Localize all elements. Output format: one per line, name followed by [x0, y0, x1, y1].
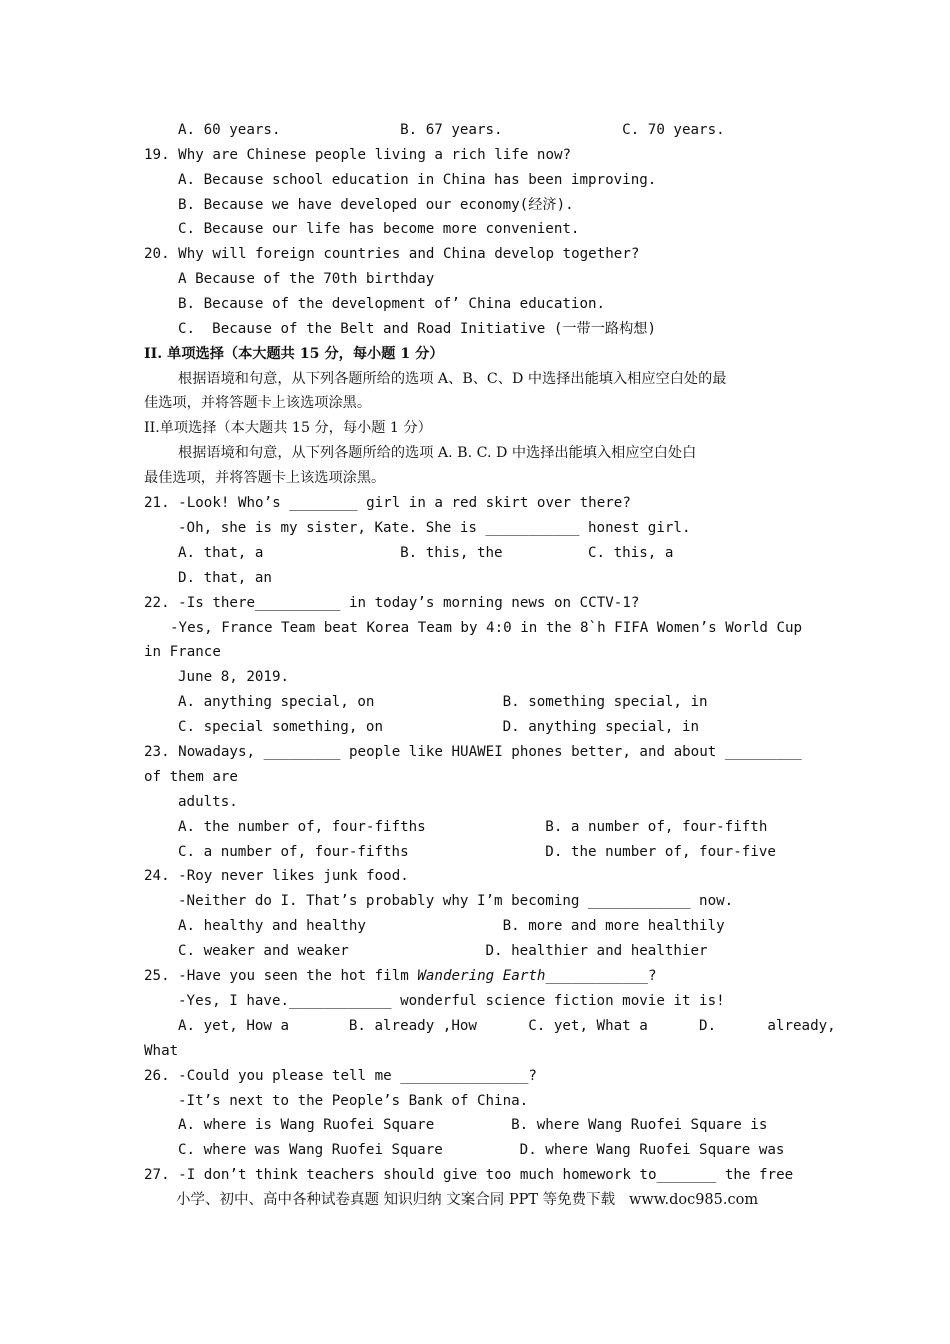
q25-prefix: 25. -Have you seen the hot film: [144, 968, 418, 984]
q25-suffix: ____________?: [545, 968, 657, 984]
q26-response: -It’s next to the People’s Bank of China.: [178, 1093, 529, 1109]
question-23: 23. Nowadays, _________ people like HUAWEI phones better, and about _________: [144, 744, 802, 760]
section-2-instruction-line-2: 佳选项，并将答题卡上该选项涂黑。: [144, 395, 372, 411]
section-2-instruction-repeat-line-1: 根据语境和句意，从下列各题所给的选项 A. B. C. D 中选择出能填入相应空白处白: [178, 445, 697, 461]
question-21: 21. -Look! Who’s ________ girl in a red skirt over there?: [144, 495, 631, 511]
q22-response-line-3: June 8, 2019.: [178, 669, 290, 685]
section-2-instruction-repeat-line-2: 最佳选项，并将答题卡上该选项涂黑。: [144, 470, 386, 486]
q25-film-title: Wandering Earth: [417, 968, 546, 984]
q19-option-a: A. Because school education in China has been improving.: [178, 172, 657, 188]
q19-option-c: C. Because our life has become more convenient.: [178, 221, 580, 237]
question-24: 24. -Roy never likes junk food.: [144, 868, 409, 884]
q24-options-cd: C. weaker and weaker D. healthier and healthier: [178, 943, 708, 959]
q22-options-cd: C. special something, on D. anything special, in: [178, 719, 700, 735]
q23-options-cd: C. a number of, four-fifths D. the number of, four-five: [178, 844, 776, 860]
q24-response: -Neither do I. That’s probably why I’m becoming ____________ now.: [178, 893, 734, 909]
question-27: 27. -I don’t think teachers should give too much homework to_______ the free: [144, 1167, 794, 1183]
question-22: 22. -Is there__________ in today’s morning news on CCTV-1?: [144, 595, 640, 611]
q26-options-ab: A. where is Wang Ruofei Square B. where Wang Ruofei Square is: [178, 1117, 768, 1133]
q21-options: A. that, a B. this, the C. this, a: [178, 545, 674, 561]
q25-options-wrap: What: [144, 1043, 179, 1059]
question-23-line-3: adults.: [178, 794, 238, 810]
q20-option-b: B. Because of the development of’ China education.: [178, 296, 606, 312]
q26-options-cd: C. where was Wang Ruofei Square D. where Wang Ruofei Square was: [178, 1142, 785, 1158]
q22-response-line-1: -Yes, France Team beat Korea Team by 4:0 in the 8`h FIFA Women’s World Cup: [170, 620, 803, 636]
q24-options-ab: A. healthy and healthy B. more and more healthily: [178, 918, 725, 934]
q20-option-a: A Because of the 70th birthday: [178, 271, 435, 287]
question-25: [144, 966, 657, 986]
q23-options-ab: A. the number of, four-fifths B. a number of, four-fifth: [178, 819, 768, 835]
question-20: 20. Why will foreign countries and China develop together?: [144, 246, 640, 262]
section-2-heading-repeat: II.单项选择（本大题共 15 分，每小题 1 分）: [144, 420, 432, 436]
q19-option-b: B. Because we have developed our economy(经济).: [178, 197, 574, 213]
q20-option-c: C. Because of the Belt and Road Initiative (一带一路构想): [178, 321, 657, 337]
section-2-heading: II. 单项选择（本大题共 15 分，每小题 1 分）: [144, 346, 444, 362]
q21-option-d: D. that, an: [178, 570, 272, 586]
question-19: 19. Why are Chinese people living a rich life now?: [144, 147, 572, 163]
q22-options-ab: A. anything special, on B. something special, in: [178, 694, 708, 710]
page-footer: 小学、初中、高中各种试卷真题 知识归纳 文案合同 PPT 等免费下载 www.doc985.com: [176, 1192, 759, 1208]
question-26: 26. -Could you please tell me _______________?: [144, 1068, 537, 1084]
q21-response: -Oh, she is my sister, Kate. She is ___________ honest girl.: [178, 520, 691, 536]
q25-options: A. yet, How a B. already ,How C. yet, What a D. already,: [178, 1018, 836, 1034]
q22-response-line-2: in France: [144, 644, 221, 660]
question-23-line-2: of them are: [144, 769, 238, 785]
q25-response: -Yes, I have.____________ wonderful science fiction movie it is!: [178, 993, 725, 1009]
q18-options: A. 60 years. B. 67 years. C. 70 years.: [178, 122, 725, 138]
section-2-instruction-line-1: 根据语境和句意，从下列各题所给的选项 A、B、C、D 中选择出能填入相应空白处的最: [178, 371, 727, 387]
